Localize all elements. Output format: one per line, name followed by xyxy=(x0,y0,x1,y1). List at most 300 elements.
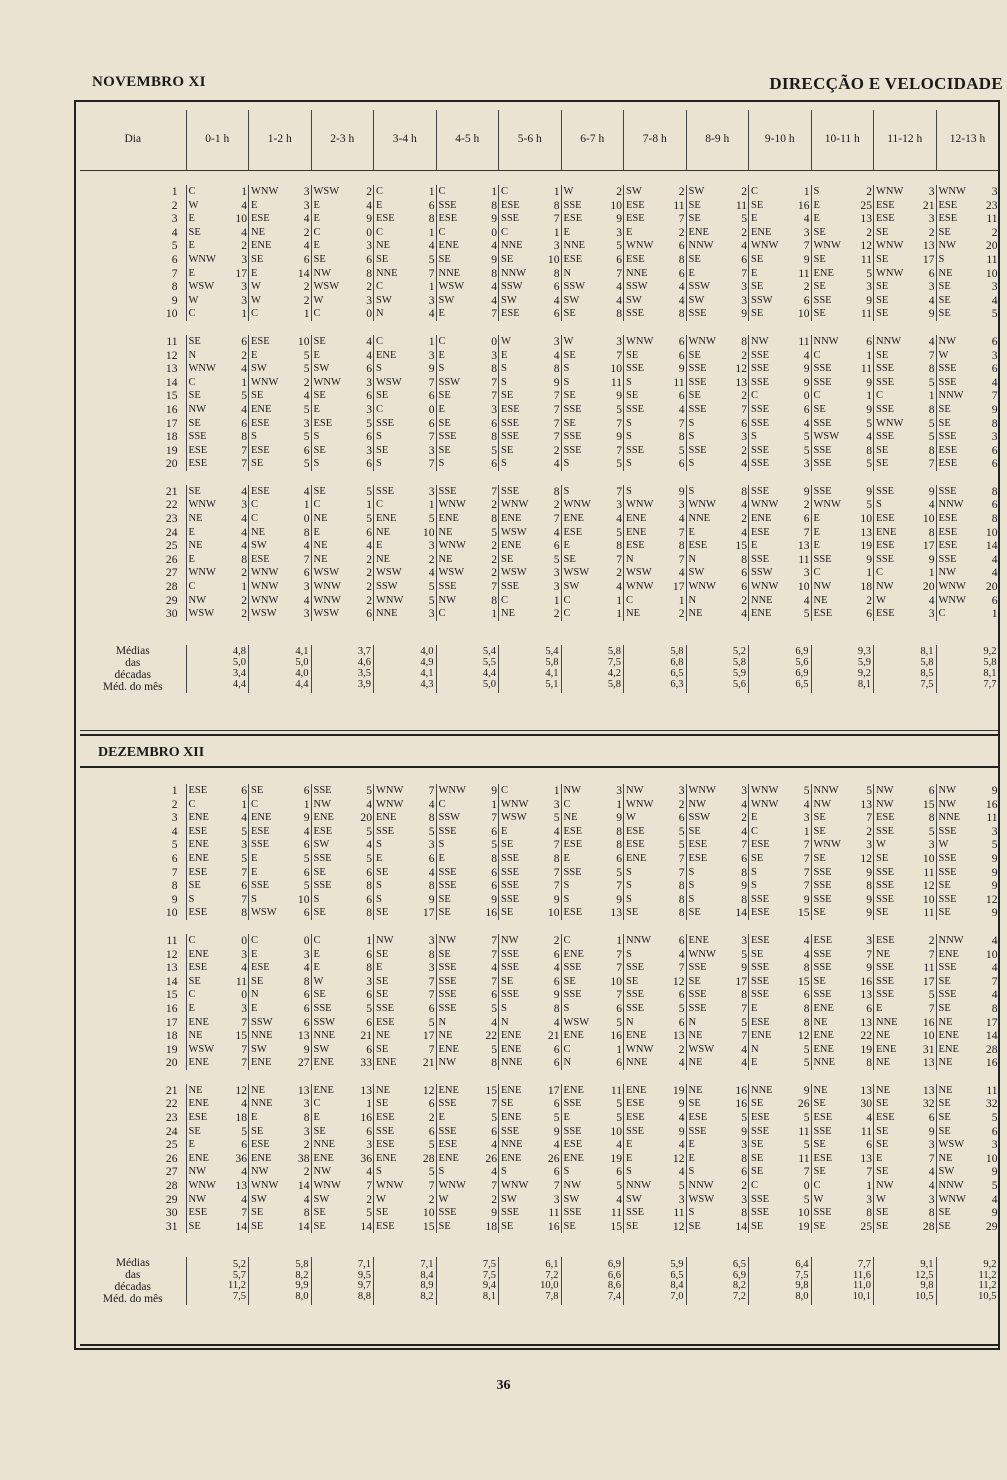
wind-direction: SE xyxy=(936,975,973,989)
wind-direction: ESE xyxy=(936,444,973,458)
wind-direction: ENE xyxy=(186,838,223,852)
wind-direction: E xyxy=(624,1152,661,1166)
wind-direction: NNE xyxy=(936,811,973,825)
wind-speed: 6 xyxy=(491,457,497,471)
wind-direction: NNW xyxy=(624,934,661,948)
wind-speed: 13 xyxy=(360,1083,372,1097)
wind-direction: ESE xyxy=(624,253,661,267)
mean-value: 5,8 xyxy=(607,646,621,658)
table-row xyxy=(80,594,999,608)
mean-value: 7,5 xyxy=(482,1269,496,1281)
wind-speed: 10 xyxy=(235,212,247,226)
wind-speed: 1 xyxy=(553,185,560,198)
wind-direction: ESE xyxy=(436,212,473,226)
wind-direction: SSW xyxy=(749,566,786,580)
table-row xyxy=(80,349,999,363)
wind-speed: 13 xyxy=(860,1151,872,1165)
mean-value: 4,4 xyxy=(482,667,496,679)
wind-speed: 14 xyxy=(297,1179,310,1193)
wind-direction: SSE xyxy=(936,988,973,1002)
wind-speed: 8 xyxy=(366,879,372,893)
wind-direction: WNW xyxy=(936,1193,973,1207)
wind-direction: SE xyxy=(686,349,723,363)
means-label-line: das xyxy=(125,656,141,669)
wind-direction: C xyxy=(249,798,286,812)
wind-direction: SE xyxy=(874,1138,911,1152)
mean-value: 8,0 xyxy=(295,1291,309,1303)
wind-direction: SSE xyxy=(561,403,598,417)
wind-direction: NE xyxy=(436,1029,473,1043)
wind-speed: 2 xyxy=(303,225,310,239)
wind-direction: SE xyxy=(436,253,473,267)
wind-speed: 6 xyxy=(303,443,310,457)
day-number: 6 xyxy=(171,851,178,865)
means-label-line: Médias xyxy=(115,644,150,657)
table-row xyxy=(80,1029,999,1043)
wind-speed: 5 xyxy=(303,851,310,865)
wind-speed: 8 xyxy=(741,988,747,1002)
wind-speed: 1 xyxy=(616,933,622,947)
wind-direction: NW xyxy=(936,335,973,349)
wind-direction: SSE xyxy=(811,866,848,880)
wind-direction: ESE xyxy=(749,838,786,852)
wind-direction: SE xyxy=(749,199,786,213)
wind-speed: 2 xyxy=(553,498,560,512)
wind-speed: 7 xyxy=(553,416,560,430)
wind-speed: 12 xyxy=(735,362,747,376)
wind-direction: SSE xyxy=(811,457,848,471)
day-number: 31 xyxy=(165,1219,178,1233)
table-row xyxy=(80,1111,999,1125)
mean-value: 11,2 xyxy=(978,1280,997,1292)
wind-direction: NW xyxy=(936,784,973,798)
wind-speed: 13 xyxy=(235,1179,247,1193)
wind-speed: 1 xyxy=(866,1179,872,1193)
wind-direction: SE xyxy=(936,403,973,417)
wind-speed: 26 xyxy=(547,1151,560,1165)
wind-speed: 6 xyxy=(366,1042,372,1056)
wind-direction: ENE xyxy=(749,512,786,526)
wind-direction: SE xyxy=(811,1165,848,1179)
wind-speed: 32 xyxy=(922,1097,935,1111)
wind-speed: 9 xyxy=(991,402,998,416)
wind-speed: 7 xyxy=(491,307,497,321)
wind-speed: 2 xyxy=(866,185,872,198)
wind-speed: 10 xyxy=(985,266,998,280)
wind-speed: 16 xyxy=(922,1015,935,1029)
wind-speed: 3 xyxy=(428,539,435,553)
wind-direction: ESE xyxy=(936,512,973,526)
wind-speed: 2 xyxy=(678,1042,685,1056)
wind-direction: S xyxy=(374,457,411,471)
wind-direction: SE xyxy=(374,988,411,1002)
means-values xyxy=(786,645,812,693)
wind-direction: NNW xyxy=(936,389,973,403)
wind-direction: NNE xyxy=(311,1029,348,1043)
wind-direction: SE xyxy=(811,1138,848,1152)
wind-speed: 16 xyxy=(985,1056,998,1070)
wind-speed: 11 xyxy=(923,865,935,879)
wind-speed: 6 xyxy=(303,838,310,852)
wind-direction: SSE xyxy=(811,553,848,567)
wind-direction: NE xyxy=(249,526,286,540)
wind-direction: SE xyxy=(749,1220,786,1234)
wind-speed: 5 xyxy=(553,1111,560,1125)
wind-direction: SE xyxy=(374,444,411,458)
wind-direction: E xyxy=(811,512,848,526)
wind-speed: 11 xyxy=(986,252,998,266)
wind-direction: SE xyxy=(436,893,473,907)
day-number: 4 xyxy=(171,225,178,239)
means-values xyxy=(536,645,562,693)
wind-speed: 19 xyxy=(672,1083,685,1097)
wind-speed: 7 xyxy=(428,1042,435,1056)
wind-speed: 9 xyxy=(491,784,497,797)
wind-direction: WNW xyxy=(624,335,661,349)
wind-direction: E xyxy=(499,825,536,839)
wind-direction: S xyxy=(686,417,723,431)
wind-direction: SSE xyxy=(561,1097,598,1111)
wind-direction: SE xyxy=(311,988,348,1002)
wind-speed: 8 xyxy=(803,1001,810,1015)
wind-speed: 6 xyxy=(303,252,310,266)
wind-direction: SE xyxy=(749,1138,786,1152)
table-row xyxy=(80,1097,999,1111)
wind-speed: 4 xyxy=(803,933,810,947)
wind-direction: SSE xyxy=(749,975,786,989)
mean-value: 4,0 xyxy=(295,667,309,679)
wind-speed: 2 xyxy=(803,498,810,512)
column-header-hour: 2-3 h xyxy=(311,110,374,171)
wind-direction: S xyxy=(561,376,598,390)
wind-speed: 5 xyxy=(678,1001,685,1015)
wind-speed: 36 xyxy=(235,1151,247,1165)
wind-direction: S xyxy=(874,498,911,512)
wind-direction: ENE xyxy=(499,1029,536,1043)
wind-speed: 3 xyxy=(741,293,747,307)
wind-speed: 6 xyxy=(678,389,685,403)
wind-direction: N xyxy=(749,1043,786,1057)
mean-value: 4,9 xyxy=(420,657,434,669)
wind-speed: 1 xyxy=(428,498,435,512)
wind-direction: C xyxy=(874,389,911,403)
wind-speed: 9 xyxy=(803,484,810,498)
mean-value: 10,0 xyxy=(540,1280,559,1292)
wind-direction: NW xyxy=(311,798,348,812)
wind-direction: SSE xyxy=(499,212,536,226)
wind-direction: NE xyxy=(874,1084,911,1098)
wind-speed: 9 xyxy=(866,375,872,389)
wind-speed: 13 xyxy=(297,1083,310,1097)
wind-speed: 10 xyxy=(610,974,622,988)
wind-direction: SE xyxy=(749,280,786,294)
wind-direction: NE xyxy=(936,1056,973,1070)
wind-speed: 4 xyxy=(678,1138,685,1152)
wind-direction: ENE xyxy=(499,539,536,553)
wind-direction: WNW xyxy=(624,239,661,253)
wind-speed: 4 xyxy=(616,512,622,526)
wind-speed: 0 xyxy=(428,402,435,416)
wind-speed: 4 xyxy=(241,225,247,239)
wind-direction: W xyxy=(624,811,661,825)
wind-speed: 3 xyxy=(366,402,372,416)
wind-direction: S xyxy=(624,879,661,893)
wind-direction: WNW xyxy=(186,362,223,376)
wind-direction: SE xyxy=(874,1220,911,1234)
wind-speed: 5 xyxy=(491,1111,497,1125)
wind-speed: 3 xyxy=(303,198,310,212)
wind-speed: 1 xyxy=(241,307,247,321)
wind-speed: 4 xyxy=(616,280,622,294)
wind-speed: 5 xyxy=(616,525,622,539)
mean-value: 9,3 xyxy=(857,646,871,658)
means-row xyxy=(80,1257,999,1305)
wind-direction: SSW xyxy=(561,280,598,294)
wind-speed: 3 xyxy=(241,293,247,307)
wind-speed: 3 xyxy=(866,1192,872,1206)
wind-speed: 2 xyxy=(366,185,372,198)
means-spacer xyxy=(749,1257,786,1305)
wind-speed: 13 xyxy=(922,1083,935,1097)
wind-direction: SE xyxy=(374,1043,411,1057)
wind-speed: 5 xyxy=(428,252,435,266)
wind-direction: W xyxy=(811,1193,848,1207)
wind-direction: N xyxy=(561,267,598,281)
means-spacer xyxy=(811,645,848,693)
wind-speed: 4 xyxy=(366,539,372,553)
wind-speed: 5 xyxy=(616,1015,622,1029)
wind-direction: SE xyxy=(686,906,723,920)
table-row xyxy=(80,389,999,403)
wind-speed: 14 xyxy=(297,1219,310,1233)
means-values xyxy=(348,1257,374,1305)
wind-speed: 5 xyxy=(491,838,497,852)
means-values xyxy=(473,645,499,693)
wind-speed: 5 xyxy=(428,824,435,838)
wind-direction: S xyxy=(186,893,223,907)
wind-direction: C xyxy=(249,498,286,512)
wind-direction: SSE xyxy=(499,417,536,431)
wind-direction: ESE xyxy=(874,607,911,621)
wind-speed: 6 xyxy=(553,539,560,553)
wind-speed: 4 xyxy=(991,566,998,580)
mean-value: 5,0 xyxy=(295,657,309,669)
wind-speed: 5 xyxy=(553,552,560,566)
wind-speed: 5 xyxy=(303,879,310,893)
wind-speed: 4 xyxy=(866,1111,872,1125)
wind-speed: 6 xyxy=(678,457,685,471)
wind-direction: NE xyxy=(874,1029,911,1043)
wind-speed: 10 xyxy=(922,851,935,865)
wind-speed: 9 xyxy=(803,892,810,906)
wind-speed: 3 xyxy=(553,1192,560,1206)
wind-direction: C xyxy=(499,784,536,798)
wind-direction: S xyxy=(249,893,286,907)
wind-direction: ESE xyxy=(936,199,973,213)
mean-value: 9,2 xyxy=(983,646,997,658)
wind-direction: SSE xyxy=(436,975,473,989)
wind-speed: 6 xyxy=(678,1015,685,1029)
means-spacer xyxy=(499,1257,536,1305)
wind-speed: 8 xyxy=(553,198,560,212)
wind-speed: 4 xyxy=(366,198,372,212)
wind-speed: 5 xyxy=(241,824,247,838)
wind-speed: 7 xyxy=(241,443,247,457)
wind-direction: NW xyxy=(874,798,911,812)
wind-direction: SE xyxy=(311,389,348,403)
wind-speed: 2 xyxy=(928,933,935,947)
december-bottom-rule xyxy=(80,1344,998,1346)
wind-speed: 0 xyxy=(366,225,372,239)
wind-speed: 10 xyxy=(610,362,622,376)
wind-speed: 4 xyxy=(616,1192,622,1206)
wind-speed: 3 xyxy=(741,430,747,444)
means-spacer xyxy=(936,1257,973,1305)
wind-direction: NNE xyxy=(311,1138,348,1152)
wind-direction: WSW xyxy=(249,906,286,920)
wind-direction: SE xyxy=(249,1206,286,1220)
wind-direction: SSW xyxy=(436,376,473,390)
wind-speed: 6 xyxy=(866,607,872,621)
wind-direction: WNW xyxy=(436,784,473,798)
page-number: 36 xyxy=(496,1378,511,1393)
wind-direction: ENE xyxy=(436,1043,473,1057)
wind-direction: SSE xyxy=(624,1125,661,1139)
wind-speed: 6 xyxy=(428,1124,435,1138)
wind-direction: E xyxy=(561,852,598,866)
wind-speed: 2 xyxy=(928,225,935,239)
wind-speed: 2 xyxy=(616,566,622,580)
wind-direction: SSE xyxy=(874,430,911,444)
wind-direction: SE xyxy=(311,253,348,267)
means-values xyxy=(973,645,999,693)
wind-speed: 6 xyxy=(366,430,372,444)
wind-speed: 0 xyxy=(366,307,372,321)
table-row xyxy=(80,239,999,253)
wind-direction: ESE xyxy=(561,825,598,839)
wind-speed: 4 xyxy=(803,593,810,607)
wind-direction: WNW xyxy=(811,838,848,852)
wind-direction: WSW xyxy=(249,607,286,621)
wind-speed: 16 xyxy=(547,1219,560,1233)
wind-direction: WNW xyxy=(874,185,911,199)
wind-direction: ESE xyxy=(624,1111,661,1125)
wind-speed: 11 xyxy=(923,961,935,975)
wind-direction: WNW xyxy=(499,1179,536,1193)
wind-direction: SSW xyxy=(436,811,473,825)
wind-direction: WNW xyxy=(749,798,786,812)
wind-direction: NE xyxy=(249,226,286,240)
wind-direction: E xyxy=(749,212,786,226)
wind-speed: 4 xyxy=(303,239,310,253)
day-number: 3 xyxy=(171,212,178,226)
wind-speed: 1 xyxy=(616,1042,622,1056)
wind-direction: E xyxy=(749,1056,786,1070)
wind-direction: WNW xyxy=(936,594,973,608)
wind-direction: N xyxy=(686,594,723,608)
wind-direction: SE xyxy=(374,1097,411,1111)
wind-direction: E xyxy=(749,539,786,553)
mean-value: 5,4 xyxy=(545,646,559,658)
wind-direction: C xyxy=(811,349,848,363)
spacer-row xyxy=(80,321,999,335)
wind-direction: NE xyxy=(436,553,473,567)
wind-direction: SSE xyxy=(311,879,348,893)
wind-speed: 10 xyxy=(547,252,560,266)
wind-direction: SE xyxy=(686,253,723,267)
wind-speed: 11 xyxy=(986,212,998,226)
day-number: 22 xyxy=(165,498,178,512)
table-row xyxy=(80,553,999,567)
wind-speed: 8 xyxy=(553,851,560,865)
wind-speed: 5 xyxy=(366,784,372,797)
wind-direction: WNW xyxy=(874,239,911,253)
wind-speed: 6 xyxy=(616,1165,622,1179)
day-number: 18 xyxy=(165,430,178,444)
mean-value: 3,7 xyxy=(357,646,371,658)
wind-speed: 2 xyxy=(241,607,247,621)
mean-value: 10,5 xyxy=(915,1291,934,1303)
wind-direction: E xyxy=(374,961,411,975)
wind-speed: 19 xyxy=(860,539,872,553)
wind-direction: E xyxy=(811,539,848,553)
wind-direction: SE xyxy=(311,1206,348,1220)
page-header-left: NOVEMBRO XI xyxy=(92,74,206,90)
spacer-row xyxy=(80,471,999,485)
means-spacer xyxy=(311,645,348,693)
wind-direction: SE xyxy=(186,485,223,499)
wind-speed: 7 xyxy=(678,851,685,865)
wind-speed: 8 xyxy=(928,402,935,416)
wind-speed: 11 xyxy=(860,307,872,321)
wind-speed: 7 xyxy=(428,974,435,988)
wind-direction: SE xyxy=(436,417,473,431)
wind-speed: 4 xyxy=(991,933,998,947)
wind-direction: NNW xyxy=(936,498,973,512)
wind-speed: 5 xyxy=(991,1111,998,1125)
wind-speed: 9 xyxy=(616,430,622,444)
wind-speed: 3 xyxy=(303,580,310,594)
wind-direction: SE xyxy=(374,866,411,880)
wind-speed: 9 xyxy=(366,212,372,226)
mean-value: 5,6 xyxy=(732,678,746,690)
means-values xyxy=(286,645,312,693)
wind-direction: SSE xyxy=(811,362,848,376)
wind-speed: 8 xyxy=(678,879,685,893)
wind-direction: E xyxy=(436,852,473,866)
wind-direction: SW xyxy=(249,1193,286,1207)
wind-speed: 2 xyxy=(553,443,560,457)
wind-speed: 9 xyxy=(991,1206,998,1220)
wind-direction: NNW xyxy=(936,1179,973,1193)
wind-direction: SSE xyxy=(686,1125,723,1139)
column-header-hour: 10-11 h xyxy=(811,110,874,171)
wind-speed: 4 xyxy=(553,1015,560,1029)
wind-speed: 0 xyxy=(803,1179,810,1193)
wind-speed: 5 xyxy=(366,1206,372,1220)
wind-direction: C xyxy=(249,512,286,526)
wind-speed: 11 xyxy=(610,375,622,389)
mean-value: 4,4 xyxy=(295,678,309,690)
wind-direction: C xyxy=(499,226,536,240)
wind-direction: SSE xyxy=(499,485,536,499)
wind-direction: ENE xyxy=(874,1043,911,1057)
wind-direction: S xyxy=(249,430,286,444)
wind-direction: N xyxy=(561,1056,598,1070)
wind-direction: SE xyxy=(561,1220,598,1234)
wind-direction: NE xyxy=(186,539,223,553)
wind-speed: 4 xyxy=(491,961,497,975)
